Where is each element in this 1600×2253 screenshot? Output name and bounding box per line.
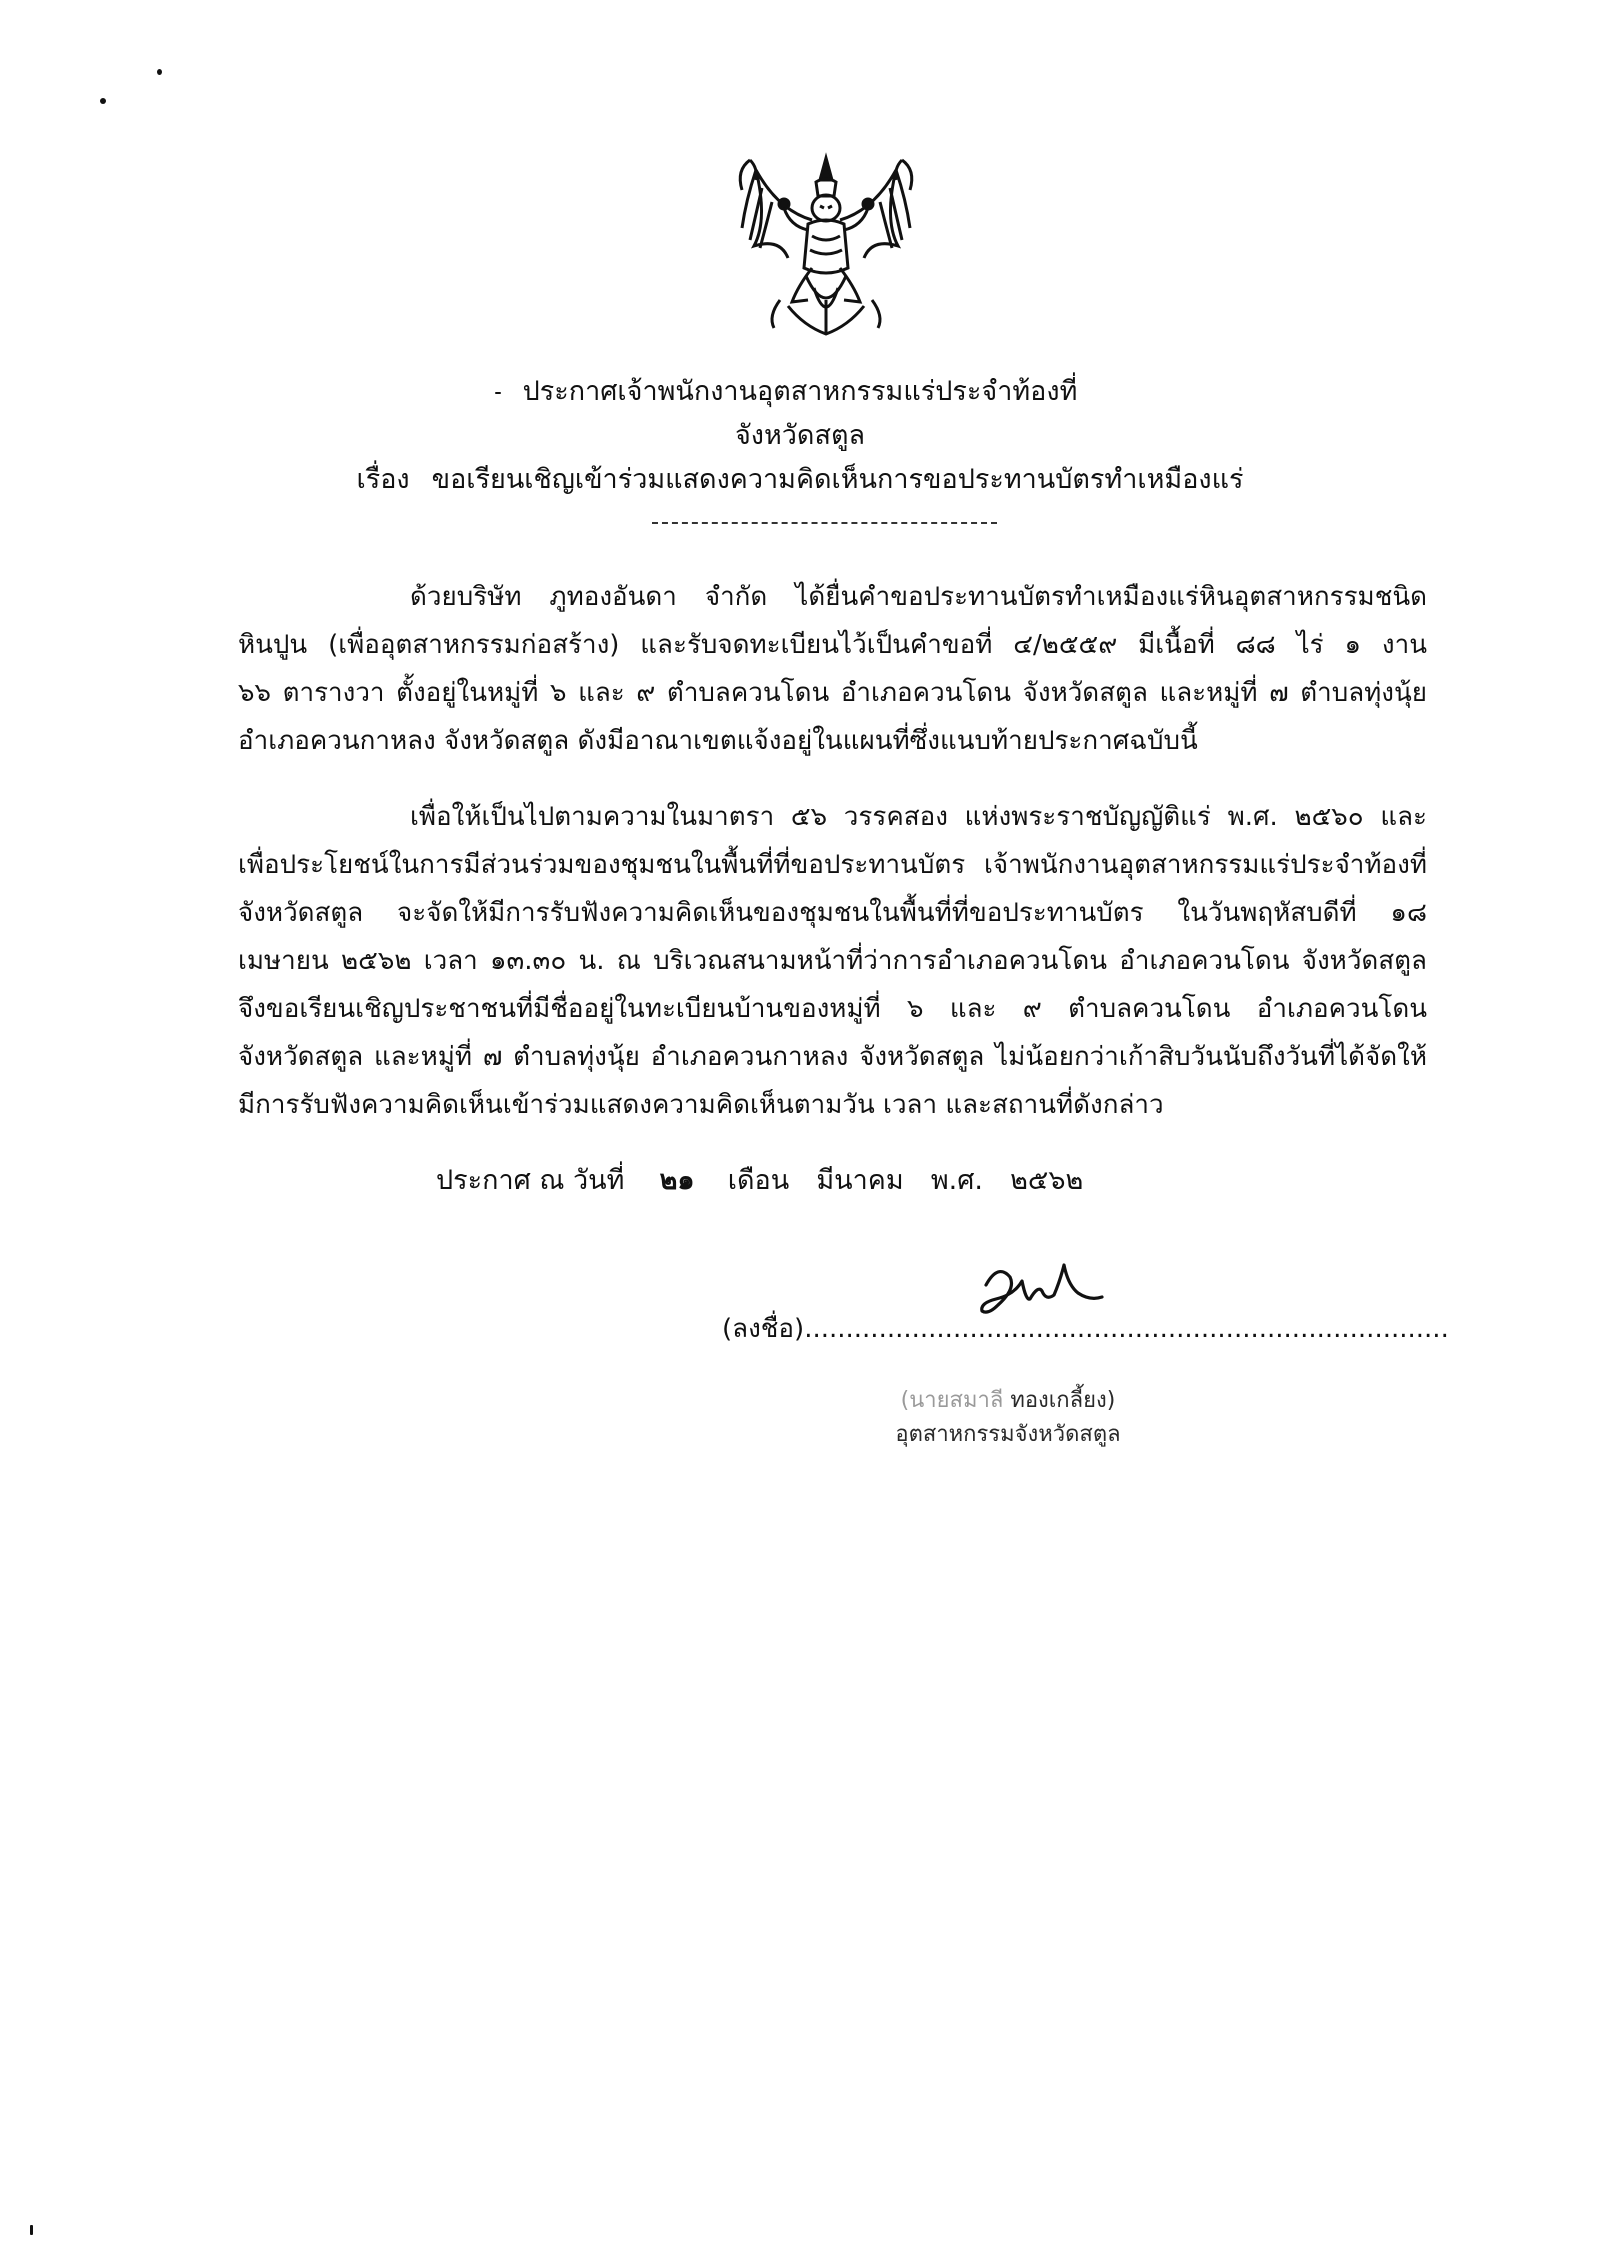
- date-month-label: เดือน: [727, 1165, 790, 1196]
- scan-speck: [100, 98, 106, 104]
- date-prefix: ประกาศ ณ วันที่: [436, 1165, 625, 1196]
- sign-label: (ลงชื่อ): [722, 1314, 805, 1344]
- signer-name: [858, 1384, 1158, 1418]
- paragraph-line: จังหวัดสตูล จะจัดให้มีการรับฟังความคิดเห็นของชุมชนในพื้นที่ที่ขอประทานบัตร ในวันพฤหัสบดีที่ ๑๘: [238, 898, 1427, 928]
- subject-text: ขอเรียนเชิญเข้าร่วมแสดงความคิดเห็นการขอประทานบัตรทำเหมืองแร่: [431, 464, 1244, 495]
- subject-label: เรื่อง: [356, 464, 410, 495]
- announcement-title: ประกาศเจ้าพนักงานอุตสาหกรรมแร่ประจำท้องที่: [522, 376, 1078, 407]
- paragraph-line: หินปูน (เพื่ออุตสาหกรรมก่อสร้าง) และรับจดทะเบียนไว้เป็นคำขอที่ ๔/๒๕๕๙ มีเนื้อที่ ๘๘ ไร่ ๑ งาน: [238, 630, 1427, 660]
- garuda-emblem: [728, 150, 924, 340]
- subject-line: [0, 462, 1600, 498]
- paragraph-line: เพื่อประโยชน์ในการมีส่วนร่วมของชุมชนในพื้นที่ที่ขอประทานบัตร เจ้าพนักงานอุตสาหกรรมแร่ประจำท้องที่: [238, 850, 1427, 880]
- signer-name-faded: (นายสมาลี: [900, 1388, 1004, 1413]
- paragraph-line: ด้วยบริษัท ภูทองอันดา จำกัด ได้ยื่นคำขอประทานบัตรทำเหมืองแร่หินอุตสาหกรรมชนิด: [410, 582, 1427, 612]
- paragraph-line: ๖๖ ตารางวา ตั้งอยู่ในหมู่ที่ ๖ และ ๙ ตำบลควนโดน อำเภอควนโดน จังหวัดสตูล และหมู่ที่ ๗ ตำบลทุ่งนุ้ย: [238, 678, 1427, 708]
- paragraph-line: จึงขอเรียนเชิญประชาชนที่มีชื่ออยู่ในทะเบียนบ้านของหมู่ที่ ๖ และ ๙ ตำบลควนโดน อำเภอควนโดน: [238, 994, 1427, 1024]
- paragraph-line: มีการรับฟังความคิดเห็นเข้าร่วมแสดงความคิดเห็นตามวัน เวลา และสถานที่ดังกล่าว: [238, 1090, 1164, 1120]
- paragraph-line: เพื่อให้เป็นไปตามความในมาตรา ๕๖ วรรคสอง แห่งพระราชบัญญัติแร่ พ.ศ. ๒๕๖๐ และ: [410, 802, 1427, 832]
- date-day: ๒๑: [659, 1165, 695, 1196]
- signer-block: [858, 1384, 1158, 1452]
- title-divider: [652, 522, 997, 524]
- date-year-label: พ.ศ.: [930, 1165, 983, 1196]
- signer-surname: ทองเกลี้ยง): [1010, 1388, 1116, 1413]
- province-title: จังหวัดสตูล: [734, 420, 866, 451]
- sign-dots: ..............................................................................: [804, 1314, 1449, 1344]
- date-month: มีนาคม: [816, 1165, 904, 1196]
- paragraph-line: อำเภอควนกาหลง จังหวัดสตูล ดังมีอาณาเขตแจ้งอยู่ในแผนที่ซึ่งแนบท้ายประกาศฉบับนี้: [238, 726, 1198, 756]
- paragraph-line: จังหวัดสตูล และหมู่ที่ ๗ ตำบลทุ่งนุ้ย อำเภอควนกาหลง จังหวัดสตูล ไม่น้อยกว่าเก้าสิบวันนับถึงวันที่ได้จัดให้: [238, 1042, 1427, 1072]
- signature-line: [722, 1312, 1449, 1346]
- scan-speck: [30, 2225, 33, 2235]
- signer-position: อุตสาหกรรมจังหวัดสตูล: [895, 1422, 1121, 1447]
- date-year: ๒๕๖๒: [1010, 1165, 1084, 1196]
- paragraph-line: เมษายน ๒๕๖๒ เวลา ๑๓.๓๐ น. ณ บริเวณสนามหน้าที่ว่าการอำเภอควนโดน อำเภอควนโดน จังหวัดสตูล: [238, 946, 1427, 976]
- scan-speck: [157, 69, 162, 75]
- announcement-date: [436, 1164, 1136, 1198]
